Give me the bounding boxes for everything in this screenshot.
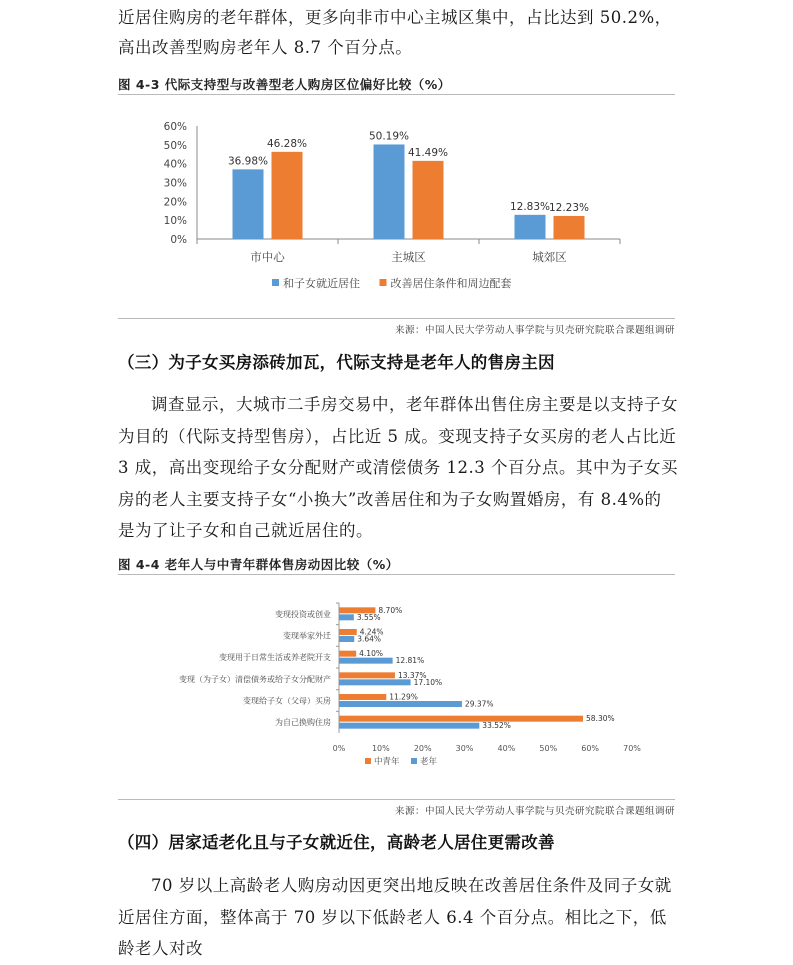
y-category-label: 变现给子女（父母）买房 (243, 696, 331, 706)
legend-swatch (411, 758, 417, 764)
legend-label: 和子女就近居住 (283, 277, 360, 290)
bar-near-children (374, 144, 405, 239)
bar-elderly (339, 701, 462, 707)
bar-improve-living (554, 216, 585, 239)
figure-4-3-chart (0, 96, 793, 326)
legend-swatch (365, 758, 371, 764)
bar-young-middle-aged (339, 651, 356, 657)
figure-4-3-top-rule (118, 94, 675, 95)
bar-data-label: 17.10% (413, 677, 443, 687)
legend-label: 老年 (420, 757, 438, 767)
fig1-legend (272, 276, 512, 290)
bar-data-label: 46.28% (266, 137, 308, 150)
legend-label: 中青年 (374, 757, 400, 767)
figure-4-4-bottom-rule (118, 799, 675, 800)
x-category-label: 主城区 (391, 250, 426, 264)
bar-data-label: 4.24% (359, 627, 384, 637)
y-tick-label: 60% (163, 121, 187, 133)
bar-improve-living (413, 161, 444, 239)
figure-4-4-top-rule (118, 574, 675, 575)
bar-data-label: 13.37% (397, 670, 427, 680)
bar-data-label: 29.37% (464, 699, 494, 709)
bar-young-middle-aged (339, 629, 357, 635)
x-tick-label: 30% (455, 744, 474, 753)
bar-near-children (233, 169, 264, 239)
bar-data-label: 12.81% (395, 656, 425, 666)
y-category-label: 为自己换购住房 (275, 718, 331, 728)
bar-elderly (339, 614, 354, 620)
fig1-bars (228, 130, 589, 239)
figure-4-4-chart (0, 590, 793, 790)
y-tick-label: 20% (163, 196, 187, 209)
y-tick-label: 30% (163, 177, 187, 190)
bar-elderly (339, 658, 393, 664)
x-tick-label: 10% (371, 744, 390, 753)
legend-swatch (272, 279, 279, 286)
x-tick-label: 0% (332, 744, 346, 753)
x-tick-label: 20% (413, 744, 432, 753)
bar-young-middle-aged (339, 672, 395, 678)
y-tick-label: 40% (163, 158, 187, 171)
bar-data-label: 3.64% (357, 634, 382, 644)
figure-4-3-source: 来源：中国人民大学劳动人事学院与贝壳研究院联合课题组调研 (394, 325, 675, 336)
bar-young-middle-aged (339, 694, 386, 700)
bar-data-label: 12.23% (548, 201, 590, 214)
x-tick-label: 50% (539, 744, 558, 753)
bar-data-label: 58.30% (586, 714, 615, 724)
bar-data-label: 12.83% (509, 200, 551, 213)
y-category-label: 变现（为子女）清偿债务或给子女分配财产 (179, 674, 331, 684)
bar-data-label: 3.55% (356, 612, 381, 622)
bar-data-label: 11.29% (389, 692, 418, 702)
y-category-label: 变现举家外迁 (283, 631, 331, 641)
legend-label: 改善居住条件和周边配套 (390, 277, 512, 290)
bar-data-label: 8.70% (378, 605, 403, 615)
figure-4-4-source: 来源：中国人民大学劳动人事学院与贝壳研究院联合课题组调研 (394, 806, 675, 817)
y-tick-label: 50% (163, 139, 187, 152)
bar-near-children (515, 215, 546, 239)
x-tick-label: 60% (581, 744, 600, 753)
section-4-paragraph: 70 岁以上高龄老人购房动因更突出地反映在改善居住条件及同子女就近居住方面，整体高于 70 岁以下低龄老人 6.4 个百分点。相比之下，低龄老人对改 (118, 876, 672, 958)
x-category-label: 城郊区 (532, 250, 567, 264)
figure-4-4-title: 图 4-4 老年人与中青年群体售房动因比较（%） (118, 557, 399, 572)
y-tick-label: 10% (163, 215, 187, 228)
fig2-legend (365, 756, 438, 767)
figure-4-3-title: 图 4-3 代际支持型与改善型老人购房区位偏好比较（%） (118, 77, 451, 92)
bar-data-label: 36.98% (227, 155, 269, 168)
bar-elderly (339, 679, 411, 685)
y-category-label: 变现用于日常生活或养老院开支 (219, 653, 331, 663)
bar-improve-living (272, 152, 303, 239)
legend-swatch (380, 279, 387, 286)
bar-elderly (339, 636, 354, 642)
y-tick-label: 0% (170, 234, 187, 246)
bar-data-label: 33.52% (482, 721, 511, 731)
x-tick-label: 70% (623, 744, 641, 753)
section-heading-4: （四）居家适老化且与子女就近住，高龄老人居住更需改善 (118, 833, 555, 852)
bar-data-label: 50.19% (368, 130, 410, 143)
bar-data-label: 4.10% (359, 649, 383, 659)
intro-paragraph: 近居住购房的老年群体，更多向非市中心主城区集中，占比达到 50.2%，高出改善型购房老年人 8.7 个百分点。 (118, 8, 672, 57)
fig2-bars (339, 606, 615, 730)
section-3-paragraph: 调查显示，大城市二手房交易中，老年群体出售住房主要是以支持子女为目的（代际支持型售房），占比近 5 成。变现支持子女买房的老人占比近 3 成，高出变现给子女分配财产或清偿债务 12.3 个百分点。其中为子女买房的老人主要支持子女“小换大”改善居住和为子女购置婚房，有 8.4%的是为了让子女和自己就近居住的。 (118, 395, 678, 540)
bar-elderly (339, 723, 479, 729)
y-category-label: 变现投资或创业 (275, 609, 331, 619)
bar-data-label: 41.49% (407, 146, 449, 159)
section-heading-3: （三）为子女买房添砖加瓦，代际支持是老年人的售房主因 (118, 353, 555, 372)
bar-young-middle-aged (339, 716, 583, 722)
x-tick-label: 40% (497, 744, 516, 753)
figure-4-3-bottom-rule (118, 318, 675, 319)
x-category-label: 市中心 (250, 250, 285, 264)
